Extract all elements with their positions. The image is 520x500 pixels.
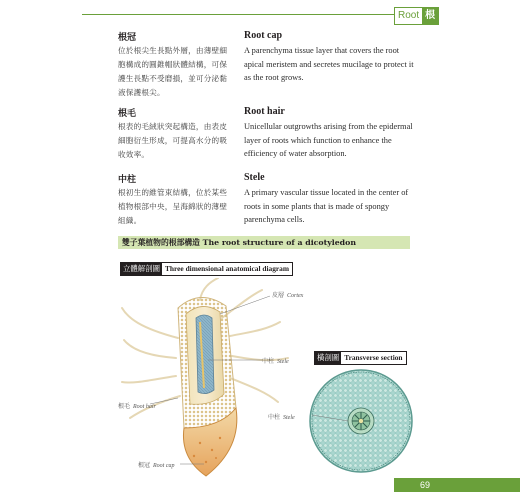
term-zh-title: 中柱 [118, 175, 137, 185]
callout-root-hair-zh: 根毛 [118, 403, 131, 410]
callout-root-cap-zh: 根冠 [138, 462, 151, 469]
chapter-en: Root [395, 8, 422, 24]
chapter-zh: 根 [422, 8, 438, 24]
callout-cortex-en: Cortex [287, 293, 304, 299]
callout-stele-en: Stele [277, 359, 289, 365]
term-en-title: Root hair [244, 106, 285, 117]
page-number-tab [394, 478, 520, 492]
callout-root-cap-en: Root cap [153, 463, 175, 469]
callout-root-hair-en: Root hair [133, 404, 156, 410]
term-en-title: Stele [244, 172, 265, 183]
term-zh-body: 位於根尖生長點外層，由薄壁細胞構成的圓錐帽狀體結構，可保護生長點不受磨損，並可分泌黏液保護根尖。 [118, 46, 228, 97]
term-en-title: Root cap [244, 30, 283, 41]
chapter-tab [394, 7, 439, 25]
term-en-body: Unicellular outgrowths arising from the epidermal layer of roots which function to enhance the efficiency of water absorption. [244, 122, 413, 159]
callout-stele [262, 356, 289, 365]
transverse-label [314, 351, 407, 365]
callout-cortex [272, 290, 303, 299]
header-rule [82, 14, 394, 15]
transverse-label-zh: 橫剖圖 [317, 353, 340, 362]
term-zh-body: 根表的毛絨狀突起構造，由表皮細胞衍生形成，可提高水分的吸收效率。 [118, 122, 228, 159]
stele-core [196, 315, 214, 394]
callout-stele-section [268, 412, 295, 421]
callout-root-cap [138, 460, 175, 469]
diagram-3d-label-zh: 立體解剖圖 [123, 264, 160, 273]
callout-cortex-zh: 皮層 [272, 292, 285, 299]
diagram-3d-label-en: Three dimensional anatomical diagram [162, 263, 292, 275]
page-number: 69 [420, 480, 431, 490]
term-zh-title: 根冠 [118, 33, 137, 43]
diagram-3d-label [120, 262, 293, 276]
term-zh-body: 根初生的維管束結構，位於某些植物根部中央，呈海綿狀的薄壁組織。 [118, 188, 228, 225]
transverse-label-en: Transverse section [341, 352, 405, 364]
callout-stele-section-en: Stele [283, 415, 295, 421]
callout-stele-section-zh: 中柱 [268, 414, 281, 421]
term-en-body: A primary vascular tissue located in the center of roots in some plants that is made of spongy parenchyma cells. [244, 188, 409, 225]
transverse-section-illustration [308, 368, 414, 474]
term-en-body: A parenchyma tissue layer that covers the root apical meristem and secretes mucilage to protect it as the root grows. [244, 46, 414, 83]
term-zh-title: 根毛 [118, 109, 137, 119]
callout-stele-zh: 中柱 [262, 358, 275, 365]
section-banner-title: 雙子葉植物的根部構造 The root structure of a dicotyledon [122, 238, 356, 247]
callout-root-hair [118, 401, 156, 410]
